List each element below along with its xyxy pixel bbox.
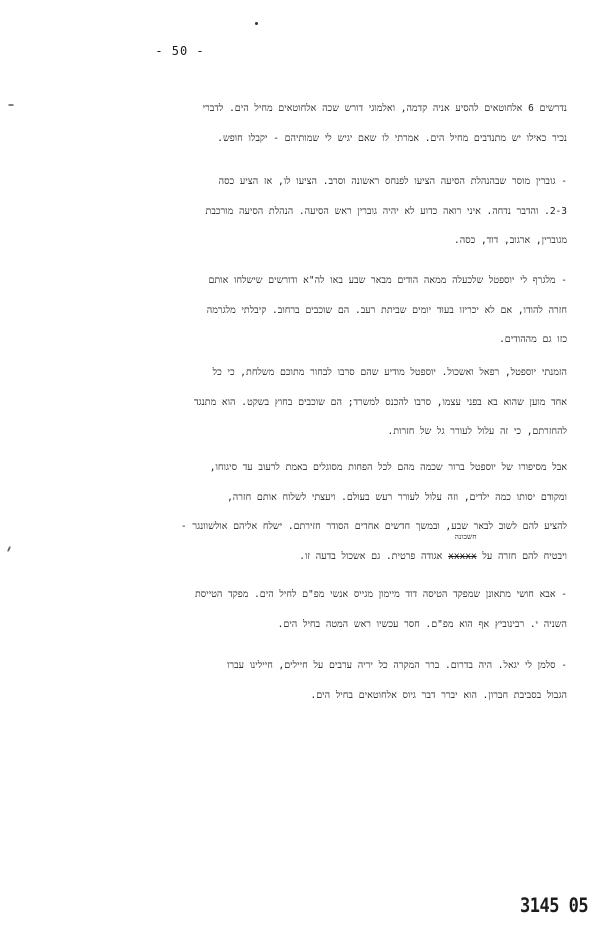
text-line: - גוברין מוסר שבהנהלת הסיעה הציעו לפנחס ראשונה וסרב. הציעו לו, אז הציע כסה (218, 176, 567, 187)
text-line: הזמנתי יוספטל, רפאל ואשכול. יוספטל מודיע שהם סרבו לבחור מתוכם משלחת, כי כל (212, 367, 567, 378)
text-line: אבל מסיפורו של יוספטל ברור שכמה מהם לכל הפחות מסוגלים באמת לרעוב עד סיגוחו, (209, 462, 567, 473)
text-line: מגוברין, ארגוב, דוד, כסה. (454, 235, 567, 246)
text-line: - סלמן לי יגאל. היה בדרום. ברר המקרה כל יריה ערבים על חיילים, חיילינו עברו (226, 660, 567, 671)
paragraph (35, 580, 567, 639)
text-line: להחזרתם, כי זה עלול לעורר גל של חזרות. (387, 426, 567, 437)
text-line: הגבול בסביבת חברון. הוא יברר דבר גיוס אלחוטאים בחיל הים. (310, 689, 567, 701)
paragraph (35, 266, 567, 355)
paragraph (35, 651, 567, 710)
text-line: - אבא חושי מתאונן שמפקד הטיסה דוד מיימון מגייס אנשי מפ"ם לחיל הים. מפקד הטייסת (195, 589, 567, 600)
speck (7, 546, 11, 552)
text-line-with-correction: ויבטיח להם חזרה על חשבונה xxxxx אגודה פרטית. גם אשכול בדעה זו. (35, 542, 567, 572)
text-line: - מלגרף לי יוספטל שלכעלה ממאה הודים מבאר שבע באו לה"א ודורשים שישלחו אותם (208, 275, 567, 286)
page-number: - 50 - (155, 44, 205, 58)
struck-word: xxxxx (448, 550, 477, 562)
text-line: השניה י. רבינוביץ אף הוא מפ"ם. חסר עכשיו ראש המטה בחיל הים. (277, 618, 567, 630)
handwritten-correction: חשבונה (454, 531, 477, 541)
speck (255, 22, 258, 25)
text-line: להציע להם לשוב לבאר שבע, ובמשך חדשים אחדים הסודר חזירתם. ישלח אליהם אולשוונגר - (180, 521, 567, 532)
paragraph (35, 358, 567, 447)
text-line: חזרה להודו, אם לא יכריזו בעוד יומים שביתת רעב. הם שוכבים ברחוב. קיבלתי מלגרמה (206, 304, 567, 316)
paragraph (35, 94, 567, 153)
text-line: כזו גם מההודים. (499, 334, 567, 345)
text-line: נדרשים 6 אלחוטאים להסיע אניה קדמה, ואלמוגי דורש שכה אלחוטאים מחיל הים. לדברי (202, 103, 567, 114)
text-line: ומקודם יסותו כמה ילדים, וזה עלול לעורר רעש בעולם. ויעצתי לשלוח אותם חזרה, (227, 491, 567, 503)
text-line: נכיר כאילו יש מתנדבים מחיל הים. אמרתי לו שאם יגיש לי שמותיהם - יקבלו חופש. (217, 132, 567, 144)
text-line: אחד מוען שהוא בא בפני עצמו, סרבו להכנס למשרד; הם שוכבים בחוץ בשקט. הוא מתנגד (193, 396, 567, 408)
struck-word-with-correction (448, 531, 477, 572)
paragraph (35, 167, 567, 256)
archive-id: 3145 05 (520, 894, 589, 918)
speck (8, 104, 14, 106)
text-line: 2-3. והדבר נדחה. איני רואה כדוע לא יהיה גוברין ראש הסיעה. הנהלת הסיעה מורכבת (205, 205, 567, 217)
paragraph (35, 453, 567, 571)
